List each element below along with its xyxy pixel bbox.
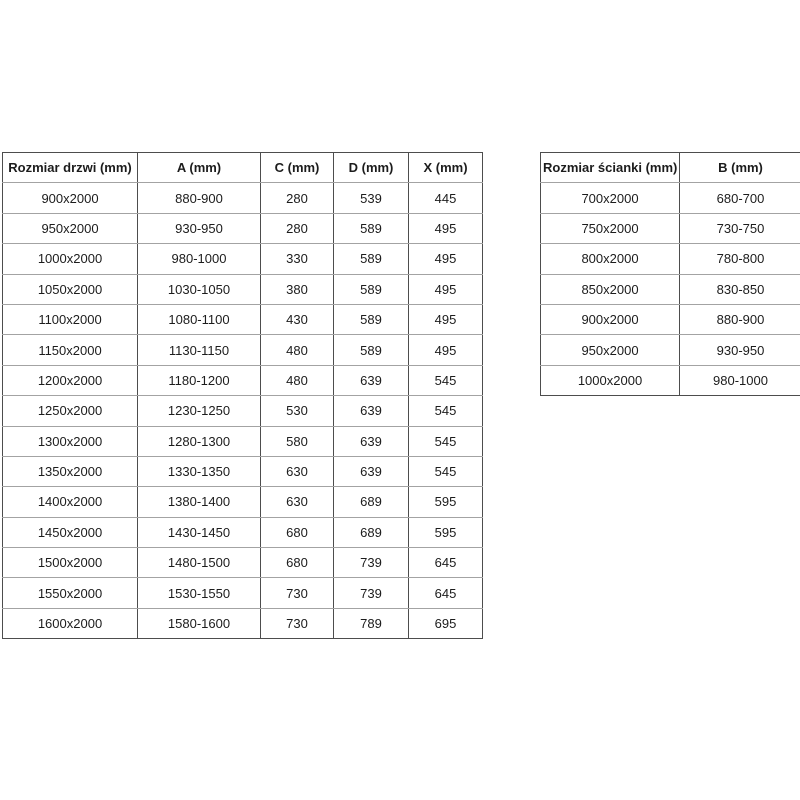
table-cell: 950x2000 — [541, 335, 680, 365]
table-row — [541, 183, 800, 213]
table-row — [541, 365, 800, 395]
table-cell: 1600x2000 — [3, 608, 138, 638]
table-cell: 930-950 — [138, 213, 261, 243]
column-header: Rozmiar ścianki (mm) — [541, 153, 680, 183]
table-cell: 980-1000 — [138, 244, 261, 274]
column-header: C (mm) — [261, 153, 334, 183]
table-cell: 495 — [409, 335, 483, 365]
table-cell: 1280-1300 — [138, 426, 261, 456]
table-cell: 630 — [261, 456, 334, 486]
wall-table-header-row — [541, 153, 800, 183]
table-cell: 580 — [261, 426, 334, 456]
table-cell: 689 — [334, 517, 409, 547]
table-cell: 1130-1150 — [138, 335, 261, 365]
table-row — [3, 183, 483, 213]
table-cell: 545 — [409, 396, 483, 426]
table-cell: 630 — [261, 487, 334, 517]
table-row — [541, 304, 800, 334]
table-cell: 900x2000 — [3, 183, 138, 213]
table-cell: 1100x2000 — [3, 304, 138, 334]
table-cell: 545 — [409, 456, 483, 486]
table-cell: 800x2000 — [541, 244, 680, 274]
table-row — [541, 274, 800, 304]
table-cell: 1200x2000 — [3, 365, 138, 395]
table-cell: 545 — [409, 365, 483, 395]
table-cell: 1480-1500 — [138, 548, 261, 578]
column-header: D (mm) — [334, 153, 409, 183]
table-row — [3, 578, 483, 608]
table-row — [3, 335, 483, 365]
table-cell: 589 — [334, 213, 409, 243]
table-cell: 980-1000 — [680, 365, 800, 395]
table-cell: 589 — [334, 274, 409, 304]
table-cell: 1550x2000 — [3, 578, 138, 608]
table-row — [3, 487, 483, 517]
table-row — [3, 365, 483, 395]
table-row — [3, 396, 483, 426]
table-cell: 430 — [261, 304, 334, 334]
column-header: B (mm) — [680, 153, 800, 183]
table-cell: 689 — [334, 487, 409, 517]
table-cell: 880-900 — [680, 304, 800, 334]
table-cell: 589 — [334, 244, 409, 274]
table-cell: 1150x2000 — [3, 335, 138, 365]
table-cell: 280 — [261, 183, 334, 213]
table-cell: 639 — [334, 456, 409, 486]
table-cell: 1430-1450 — [138, 517, 261, 547]
table-cell: 280 — [261, 213, 334, 243]
table-cell: 539 — [334, 183, 409, 213]
column-header: X (mm) — [409, 153, 483, 183]
table-row — [3, 456, 483, 486]
table-cell: 1330-1350 — [138, 456, 261, 486]
table-row — [541, 244, 800, 274]
table-cell: 595 — [409, 487, 483, 517]
table-cell: 730 — [261, 578, 334, 608]
table-cell: 1450x2000 — [3, 517, 138, 547]
table-cell: 850x2000 — [541, 274, 680, 304]
table-cell: 680 — [261, 517, 334, 547]
table-row — [3, 548, 483, 578]
table-cell: 445 — [409, 183, 483, 213]
table-cell: 1500x2000 — [3, 548, 138, 578]
column-header: A (mm) — [138, 153, 261, 183]
table-cell: 645 — [409, 548, 483, 578]
table-cell: 900x2000 — [541, 304, 680, 334]
table-row — [3, 274, 483, 304]
door-size-table — [2, 152, 483, 639]
table-cell: 530 — [261, 396, 334, 426]
table-cell: 950x2000 — [3, 213, 138, 243]
table-cell: 1580-1600 — [138, 608, 261, 638]
table-row — [3, 304, 483, 334]
table-cell: 1250x2000 — [3, 396, 138, 426]
table-row — [541, 213, 800, 243]
table-cell: 330 — [261, 244, 334, 274]
table-cell: 1380-1400 — [138, 487, 261, 517]
table-cell: 1300x2000 — [3, 426, 138, 456]
table-row — [3, 426, 483, 456]
table-cell: 1400x2000 — [3, 487, 138, 517]
table-cell: 495 — [409, 304, 483, 334]
table-cell: 545 — [409, 426, 483, 456]
wall-size-table — [540, 152, 800, 396]
table-cell: 639 — [334, 365, 409, 395]
table-row — [3, 213, 483, 243]
table-cell: 730 — [261, 608, 334, 638]
table-cell: 495 — [409, 213, 483, 243]
table-cell: 700x2000 — [541, 183, 680, 213]
table-cell: 1000x2000 — [3, 244, 138, 274]
table-cell: 595 — [409, 517, 483, 547]
table-cell: 1080-1100 — [138, 304, 261, 334]
table-cell: 680 — [261, 548, 334, 578]
table-cell: 1180-1200 — [138, 365, 261, 395]
column-header: Rozmiar drzwi (mm) — [3, 153, 138, 183]
table-cell: 645 — [409, 578, 483, 608]
table-row — [3, 608, 483, 638]
table-cell: 750x2000 — [541, 213, 680, 243]
door-table-body — [3, 183, 483, 639]
table-row — [541, 335, 800, 365]
table-cell: 739 — [334, 548, 409, 578]
table-cell: 880-900 — [138, 183, 261, 213]
table-cell: 730-750 — [680, 213, 800, 243]
table-cell: 495 — [409, 244, 483, 274]
table-cell: 739 — [334, 578, 409, 608]
wall-table-body — [541, 183, 800, 396]
table-cell: 930-950 — [680, 335, 800, 365]
table-cell: 639 — [334, 426, 409, 456]
table-cell: 639 — [334, 396, 409, 426]
table-cell: 1350x2000 — [3, 456, 138, 486]
table-cell: 780-800 — [680, 244, 800, 274]
table-cell: 830-850 — [680, 274, 800, 304]
table-cell: 380 — [261, 274, 334, 304]
door-table-header-row — [3, 153, 483, 183]
table-cell: 1230-1250 — [138, 396, 261, 426]
table-cell: 589 — [334, 304, 409, 334]
table-cell: 589 — [334, 335, 409, 365]
table-cell: 680-700 — [680, 183, 800, 213]
table-cell: 480 — [261, 335, 334, 365]
table-row — [3, 517, 483, 547]
table-cell: 1000x2000 — [541, 365, 680, 395]
table-cell: 1030-1050 — [138, 274, 261, 304]
table-row — [3, 244, 483, 274]
table-cell: 1530-1550 — [138, 578, 261, 608]
table-cell: 495 — [409, 274, 483, 304]
table-cell: 789 — [334, 608, 409, 638]
table-cell: 695 — [409, 608, 483, 638]
table-cell: 1050x2000 — [3, 274, 138, 304]
table-cell: 480 — [261, 365, 334, 395]
